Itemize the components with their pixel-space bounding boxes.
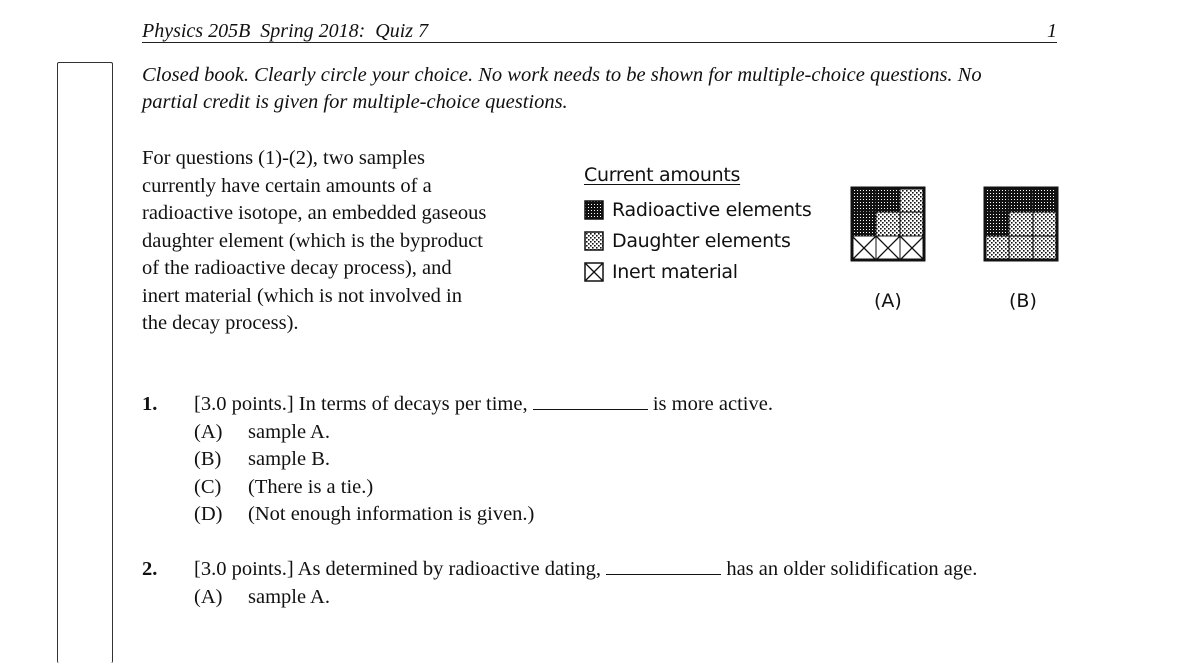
answer-blank [533, 393, 648, 410]
sample-b-diagram [983, 186, 1059, 262]
question-1 [142, 391, 1062, 529]
figure-legend [584, 164, 811, 287]
sample-a-cell-radioactive [876, 188, 900, 212]
page-number: 1 [1047, 20, 1057, 42]
question-passage: For questions (1)-(2), two samples currently have certain amounts of a radioactive isotope, an embedded gaseous daughter element (which is the byproduct of the radioactive decay process), and inert material (which is not involved in the decay process). [142, 147, 487, 334]
sample-b-cell-radioactive [985, 188, 1009, 212]
sample-a-cell-daughter [900, 188, 924, 212]
sample-a-cell-inert [876, 236, 900, 260]
sample-a-label: (A) [874, 290, 902, 312]
choice-d[interactable] [194, 501, 1062, 529]
margin-box [57, 62, 113, 663]
question-number: 2. [142, 558, 158, 580]
prompt-text-before: [3.0 points.] In terms of decays per time, [194, 393, 528, 415]
question-number: 1. [142, 393, 158, 415]
choice-b[interactable] [194, 446, 1062, 474]
prompt-text-after: has an older solidification age. [726, 558, 978, 580]
prompt-text-after: is more active. [652, 393, 773, 415]
choice-text: sample A. [248, 420, 330, 443]
choice-text: (There is a tie.) [248, 475, 374, 498]
choice-text: sample A. [248, 585, 330, 608]
legend-item-radioactive [584, 194, 811, 225]
sample-b-cell-daughter [1009, 212, 1033, 236]
choice-c[interactable] [194, 474, 1062, 502]
inert-swatch-icon [584, 262, 604, 282]
choice-text: sample B. [248, 448, 330, 470]
sample-b-cell-radioactive [1033, 188, 1057, 212]
question-prompt [194, 391, 1062, 419]
legend-title: Current amounts [584, 164, 741, 186]
sample-b-cell-radioactive [1009, 188, 1033, 212]
choice-a[interactable] [194, 419, 1062, 447]
choice-letter: (A) [194, 420, 223, 443]
sample-a-cell-daughter [900, 212, 924, 236]
question-2 [142, 556, 1062, 611]
radioactive-swatch-icon [584, 200, 604, 220]
sample-b-cell-daughter [1033, 236, 1057, 260]
sample-a-cell-inert [900, 236, 924, 260]
choice-letter: (D) [194, 503, 223, 525]
choice-letter: (B) [194, 448, 222, 470]
sample-b-cell-daughter [1009, 236, 1033, 260]
quiz-title: Physics 205B Spring 2018: Quiz 7 [142, 20, 429, 42]
instructions: Closed book. Clearly circle your choice. No work needs to be shown for multiple-choice questions. No partial credit is given for multiple-choice questions. [142, 64, 982, 113]
sample-b-cell-daughter [985, 236, 1009, 260]
answer-blank [606, 558, 721, 575]
sample-a-diagram [850, 186, 926, 262]
legend-label-daughter: Daughter elements [612, 229, 791, 252]
sample-b-cell-radioactive [985, 212, 1009, 236]
legend-item-daughter [584, 225, 811, 256]
sample-b-label: (B) [1009, 290, 1037, 312]
sample-a-cell-daughter [876, 212, 900, 236]
daughter-swatch-icon [584, 231, 604, 251]
choice-letter: (A) [194, 585, 223, 608]
sample-a-cell-radioactive [852, 212, 876, 236]
legend-item-inert [584, 256, 811, 287]
legend-label-radioactive: Radioactive elements [612, 198, 812, 221]
sample-a-cell-inert [852, 236, 876, 260]
legend-label-inert: Inert material [612, 260, 738, 283]
question-prompt [194, 556, 1062, 584]
choice-letter: (C) [194, 475, 222, 498]
sample-b-cell-daughter [1033, 212, 1057, 236]
page-header [142, 20, 1057, 43]
prompt-text-before: [3.0 points.] As determined by radioactive dating, [194, 558, 602, 580]
choice-text: (Not enough information is given.) [248, 503, 535, 525]
choice-a[interactable] [194, 584, 1062, 612]
sample-a-cell-radioactive [852, 188, 876, 212]
